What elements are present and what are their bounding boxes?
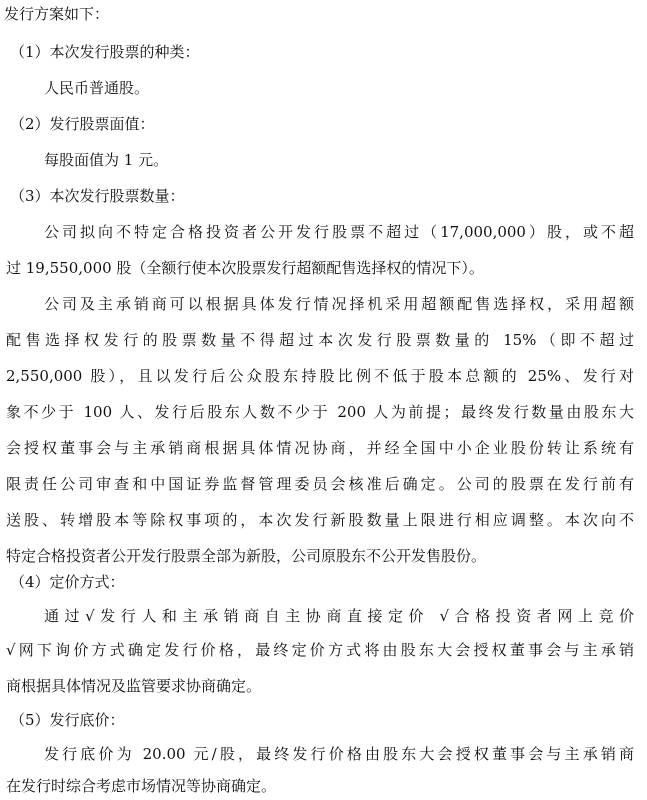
- section-5-line-1: 发行底价为 20.00 元/股，最终发行价格由股东大会授权董事会与主承销商: [44, 745, 634, 763]
- section-3-p2-line-6: 限责任公司审查和中国证券监督管理委员会核准后确定。公司的股票在发行前有: [6, 475, 634, 493]
- section-3-p2-line-3: 2,550,000 股），且以发行后公众股东持股比例不低于股本总额的 25%、发行对: [6, 367, 634, 385]
- section-3-p1-line-1: 公司拟向不特定合格投资者公开发行股票不超过（17,000,000）股，或不超: [44, 223, 634, 241]
- section-4-title: （4）定价方式：: [10, 573, 125, 591]
- section-4-line-3: 商根据具体情况及监管要求协商确定。: [6, 677, 262, 695]
- intro-text: 发行方案如下：: [4, 5, 110, 23]
- section-1-body: 人民币普通股。: [44, 79, 150, 97]
- section-3-p2-line-7: 送股、转增股本等除权事项的，本次发行新股数量上限进行相应调整。本次向不: [6, 511, 634, 529]
- section-2-body: 每股面值为 1 元。: [44, 151, 169, 169]
- section-5-line-2: 在发行时综合考虑市场情况等协商确定。: [6, 777, 277, 795]
- section-3-title: （3）本次发行股票数量：: [10, 187, 185, 205]
- section-3-p2-line-4: 象不少于 100 人、发行后股东人数不少于 200 人为前提；最终发行数量由股东大: [6, 403, 634, 421]
- section-2-title: （2）发行股票面值：: [10, 115, 155, 133]
- section-3-p2-line-5: 会授权董事会与主承销商根据具体情况协商，并经全国中小企业股份转让系统有: [6, 439, 634, 457]
- section-3-p2-line-2: 配售选择权发行的股票数量不得超过本次发行股票数量的 15%（即不超过: [6, 331, 634, 349]
- section-5-title: （5）发行底价：: [10, 711, 125, 729]
- section-1-title: （1）本次发行股票的种类：: [10, 43, 200, 61]
- section-3-p2-line-1: 公司及主承销商可以根据具体发行情况择机采用超额配售选择权，采用超额: [44, 295, 634, 313]
- section-3-p1-line-2: 过 19,550,000 股（全额行使本次股票发行超额配售选择权的情况下）。: [6, 259, 484, 277]
- section-3-p2-line-8: 特定合格投资者公开发行股票全部为新股，公司原股东不公开发售股份。: [6, 547, 487, 565]
- section-4-line-1: 通过√发行人和主承销商自主协商直接定价 √合格投资者网上竞价: [44, 607, 634, 625]
- section-4-line-2: √网下询价方式确定发行价格，最终定价方式将由股东大会授权董事会与主承销: [6, 641, 634, 659]
